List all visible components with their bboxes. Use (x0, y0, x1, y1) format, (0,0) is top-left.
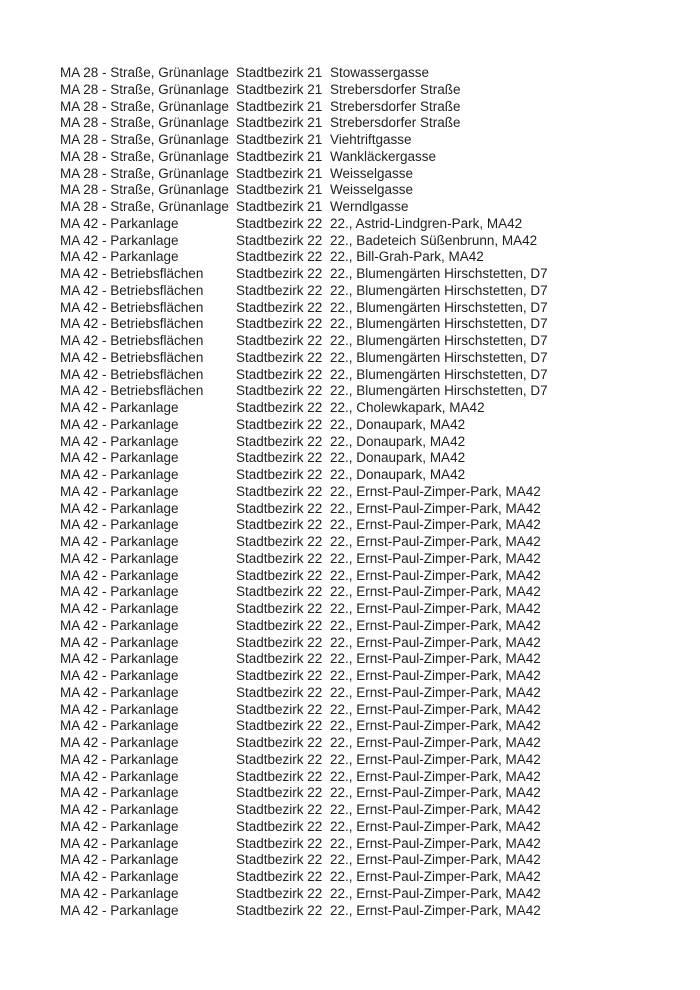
department-cell: MA 42 - Parkanlage (60, 617, 179, 633)
district-cell: Stadtbezirk 21 (236, 98, 323, 114)
district-cell: Stadtbezirk 22 (236, 818, 323, 834)
location-cell: 22., Blumengärten Hirschstetten, D7 (330, 282, 548, 298)
district-cell: Stadtbezirk 21 (236, 81, 323, 97)
table-row (60, 484, 548, 501)
table-row (60, 316, 548, 333)
table-row (60, 65, 548, 82)
location-cell: 22., Blumengärten Hirschstetten, D7 (330, 333, 548, 348)
department-cell: MA 42 - Parkanlage (60, 567, 179, 583)
district-cell: Stadtbezirk 22 (236, 249, 323, 265)
department-cell: MA 42 - Betriebsflächen (60, 282, 204, 298)
department-cell: MA 42 - Parkanlage (60, 768, 179, 784)
department-cell: MA 42 - Parkanlage (60, 416, 179, 432)
table-row (60, 785, 548, 802)
table-row (60, 517, 548, 534)
department-cell: MA 42 - Parkanlage (60, 751, 179, 767)
table-row (60, 249, 548, 266)
table-row (60, 534, 548, 551)
department-cell: MA 42 - Parkanlage (60, 818, 179, 834)
department-cell: MA 42 - Parkanlage (60, 902, 179, 918)
district-cell: Stadtbezirk 22 (236, 416, 323, 432)
district-cell: Stadtbezirk 21 (236, 132, 323, 147)
table-row (60, 752, 548, 769)
department-cell: MA 42 - Parkanlage (60, 651, 179, 667)
location-cell: 22., Ernst-Paul-Zimper-Park, MA42 (330, 567, 541, 583)
district-cell: Stadtbezirk 22 (236, 517, 323, 533)
location-cell: 22., Ernst-Paul-Zimper-Park, MA42 (330, 785, 541, 801)
table-row (60, 233, 548, 250)
department-cell: MA 42 - Parkanlage (60, 735, 179, 750)
table-row (60, 735, 548, 752)
table-row (60, 182, 548, 199)
district-cell: Stadtbezirk 21 (236, 65, 323, 80)
district-cell: Stadtbezirk 22 (236, 366, 323, 382)
district-cell: Stadtbezirk 22 (236, 550, 323, 566)
location-cell: 22., Ernst-Paul-Zimper-Park, MA42 (330, 684, 541, 700)
table-row (60, 283, 548, 300)
location-cell: 22., Ernst-Paul-Zimper-Park, MA42 (330, 735, 541, 750)
location-cell: 22., Ernst-Paul-Zimper-Park, MA42 (330, 584, 541, 600)
district-cell: Stadtbezirk 22 (236, 869, 323, 884)
location-cell: 22., Ernst-Paul-Zimper-Park, MA42 (330, 651, 541, 667)
table-row (60, 216, 548, 233)
department-cell: MA 42 - Parkanlage (60, 450, 179, 466)
table-row (60, 802, 548, 819)
facility-table (60, 65, 548, 919)
location-cell: 22., Ernst-Paul-Zimper-Park, MA42 (330, 517, 541, 533)
table-row (60, 702, 548, 719)
department-cell: MA 42 - Parkanlage (60, 483, 179, 499)
department-cell: MA 42 - Betriebsflächen (60, 316, 204, 332)
district-cell: Stadtbezirk 22 (236, 718, 323, 734)
table-row (60, 668, 548, 685)
district-cell: Stadtbezirk 22 (236, 785, 323, 801)
table-row (60, 903, 548, 920)
district-cell: Stadtbezirk 22 (236, 467, 323, 482)
department-cell: MA 28 - Straße, Grünanlage (60, 148, 229, 164)
district-cell: Stadtbezirk 22 (236, 232, 323, 248)
location-cell: Strebersdorfer Straße (330, 81, 461, 97)
department-cell: MA 42 - Parkanlage (60, 550, 179, 566)
department-cell: MA 42 - Parkanlage (60, 584, 179, 600)
district-cell: Stadtbezirk 22 (236, 534, 323, 549)
table-row (60, 82, 548, 99)
department-cell: MA 42 - Parkanlage (60, 701, 179, 717)
department-cell: MA 42 - Betriebsflächen (60, 266, 204, 281)
table-row (60, 300, 548, 317)
department-cell: MA 42 - Parkanlage (60, 534, 179, 549)
department-cell: MA 28 - Straße, Grünanlage (60, 115, 229, 131)
department-cell: MA 42 - Parkanlage (60, 684, 179, 700)
district-cell: Stadtbezirk 22 (236, 282, 323, 298)
location-cell: 22., Ernst-Paul-Zimper-Park, MA42 (330, 550, 541, 566)
district-cell: Stadtbezirk 22 (236, 266, 323, 281)
district-cell: Stadtbezirk 22 (236, 349, 323, 365)
district-cell: Stadtbezirk 22 (236, 450, 323, 466)
district-cell: Stadtbezirk 21 (236, 148, 323, 164)
department-cell: MA 42 - Betriebsflächen (60, 383, 204, 399)
table-row (60, 383, 548, 400)
table-row (60, 568, 548, 585)
table-row (60, 99, 548, 116)
district-cell: Stadtbezirk 22 (236, 400, 323, 415)
location-cell: 22., Ernst-Paul-Zimper-Park, MA42 (330, 818, 541, 834)
location-cell: 22., Blumengärten Hirschstetten, D7 (330, 266, 548, 281)
department-cell: MA 42 - Betriebsflächen (60, 333, 204, 348)
table-row (60, 149, 548, 166)
table-row (60, 635, 548, 652)
district-cell: Stadtbezirk 22 (236, 567, 323, 583)
table-row (60, 584, 548, 601)
district-cell: Stadtbezirk 22 (236, 852, 323, 868)
table-row (60, 852, 548, 869)
location-cell: Weisselgasse (330, 165, 414, 181)
table-row (60, 618, 548, 635)
department-cell: MA 28 - Straße, Grünanlage (60, 132, 229, 147)
location-cell: 22., Ernst-Paul-Zimper-Park, MA42 (330, 852, 541, 868)
location-cell: 22., Blumengärten Hirschstetten, D7 (330, 383, 548, 399)
location-cell: 22., Ernst-Paul-Zimper-Park, MA42 (330, 483, 541, 499)
table-row (60, 199, 548, 216)
district-cell: Stadtbezirk 22 (236, 802, 323, 817)
district-cell: Stadtbezirk 22 (236, 215, 323, 231)
district-cell: Stadtbezirk 22 (236, 835, 323, 851)
district-cell: Stadtbezirk 22 (236, 751, 323, 767)
district-cell: Stadtbezirk 22 (236, 433, 323, 449)
district-cell: Stadtbezirk 22 (236, 885, 323, 901)
location-cell: Wankläckergasse (330, 148, 437, 164)
department-cell: MA 28 - Straße, Grünanlage (60, 199, 229, 214)
location-cell: 22., Ernst-Paul-Zimper-Park, MA42 (330, 802, 541, 817)
location-cell: 22., Ernst-Paul-Zimper-Park, MA42 (330, 751, 541, 767)
department-cell: MA 42 - Parkanlage (60, 869, 179, 884)
table-row (60, 333, 548, 350)
department-cell: MA 42 - Parkanlage (60, 400, 179, 415)
table-row (60, 718, 548, 735)
location-cell: 22., Ernst-Paul-Zimper-Park, MA42 (330, 634, 541, 650)
table-row (60, 651, 548, 668)
location-cell: 22., Ernst-Paul-Zimper-Park, MA42 (330, 500, 541, 516)
location-cell: 22., Badeteich Süßenbrunn, MA42 (330, 232, 538, 248)
table-row (60, 836, 548, 853)
location-cell: 22., Ernst-Paul-Zimper-Park, MA42 (330, 718, 541, 734)
table-row (60, 551, 548, 568)
district-cell: Stadtbezirk 22 (236, 601, 323, 616)
department-cell: MA 42 - Betriebsflächen (60, 299, 204, 315)
location-cell: 22., Ernst-Paul-Zimper-Park, MA42 (330, 902, 541, 918)
district-cell: Stadtbezirk 21 (236, 182, 323, 198)
table-row (60, 115, 548, 132)
location-cell: 22., Ernst-Paul-Zimper-Park, MA42 (330, 534, 541, 549)
department-cell: MA 28 - Straße, Grünanlage (60, 81, 229, 97)
location-cell: Werndlgasse (330, 199, 409, 214)
department-cell: MA 42 - Parkanlage (60, 668, 179, 683)
location-cell: 22., Ernst-Paul-Zimper-Park, MA42 (330, 668, 541, 683)
location-cell: Strebersdorfer Straße (330, 115, 461, 131)
location-cell: 22., Ernst-Paul-Zimper-Park, MA42 (330, 869, 541, 884)
department-cell: MA 42 - Parkanlage (60, 433, 179, 449)
table-row (60, 132, 548, 149)
location-cell: 22., Astrid-Lindgren-Park, MA42 (330, 215, 523, 231)
department-cell: MA 28 - Straße, Grünanlage (60, 65, 229, 80)
location-cell: Weisselgasse (330, 182, 414, 198)
district-cell: Stadtbezirk 22 (236, 500, 323, 516)
location-cell: 22., Bill-Grah-Park, MA42 (330, 249, 484, 265)
table-row (60, 869, 548, 886)
district-cell: Stadtbezirk 22 (236, 333, 323, 348)
table-row (60, 450, 548, 467)
table-row (60, 819, 548, 836)
location-cell: 22., Donaupark, MA42 (330, 467, 466, 482)
department-cell: MA 42 - Parkanlage (60, 634, 179, 650)
table-row (60, 467, 548, 484)
table-row (60, 501, 548, 518)
location-cell: 22., Ernst-Paul-Zimper-Park, MA42 (330, 768, 541, 784)
department-cell: MA 42 - Parkanlage (60, 249, 179, 265)
location-cell: 22., Blumengärten Hirschstetten, D7 (330, 316, 548, 332)
district-cell: Stadtbezirk 21 (236, 199, 323, 214)
district-cell: Stadtbezirk 22 (236, 483, 323, 499)
department-cell: MA 42 - Parkanlage (60, 785, 179, 801)
table-row (60, 266, 548, 283)
district-cell: Stadtbezirk 22 (236, 668, 323, 683)
department-cell: MA 42 - Parkanlage (60, 718, 179, 734)
district-cell: Stadtbezirk 22 (236, 584, 323, 600)
table-row (60, 400, 548, 417)
location-cell: 22., Ernst-Paul-Zimper-Park, MA42 (330, 617, 541, 633)
location-cell: 22., Blumengärten Hirschstetten, D7 (330, 349, 548, 365)
district-cell: Stadtbezirk 22 (236, 902, 323, 918)
location-cell: 22., Ernst-Paul-Zimper-Park, MA42 (330, 701, 541, 717)
department-cell: MA 28 - Straße, Grünanlage (60, 98, 229, 114)
district-cell: Stadtbezirk 22 (236, 316, 323, 332)
department-cell: MA 42 - Parkanlage (60, 852, 179, 868)
department-cell: MA 42 - Parkanlage (60, 215, 179, 231)
department-cell: MA 42 - Betriebsflächen (60, 366, 204, 382)
table-row (60, 601, 548, 618)
table-row (60, 685, 548, 702)
district-cell: Stadtbezirk 22 (236, 768, 323, 784)
location-cell: 22., Donaupark, MA42 (330, 433, 466, 449)
department-cell: MA 42 - Parkanlage (60, 802, 179, 817)
district-cell: Stadtbezirk 21 (236, 115, 323, 131)
table-row (60, 350, 548, 367)
district-cell: Stadtbezirk 22 (236, 299, 323, 315)
location-cell: Viehtriftgasse (330, 132, 412, 147)
table-row (60, 166, 548, 183)
location-cell: 22., Ernst-Paul-Zimper-Park, MA42 (330, 835, 541, 851)
location-cell: 22., Ernst-Paul-Zimper-Park, MA42 (330, 885, 541, 901)
district-cell: Stadtbezirk 22 (236, 701, 323, 717)
department-cell: MA 42 - Parkanlage (60, 232, 179, 248)
location-cell: Stowassergasse (330, 65, 430, 80)
department-cell: MA 42 - Parkanlage (60, 500, 179, 516)
location-cell: 22., Blumengärten Hirschstetten, D7 (330, 299, 548, 315)
department-cell: MA 28 - Straße, Grünanlage (60, 182, 229, 198)
location-cell: 22., Cholewkapark, MA42 (330, 400, 485, 415)
district-cell: Stadtbezirk 22 (236, 383, 323, 399)
location-cell: 22., Donaupark, MA42 (330, 450, 466, 466)
district-cell: Stadtbezirk 22 (236, 684, 323, 700)
department-cell: MA 28 - Straße, Grünanlage (60, 165, 229, 181)
district-cell: Stadtbezirk 22 (236, 634, 323, 650)
district-cell: Stadtbezirk 21 (236, 165, 323, 181)
table-row (60, 886, 548, 903)
table-row (60, 434, 548, 451)
district-cell: Stadtbezirk 22 (236, 617, 323, 633)
district-cell: Stadtbezirk 22 (236, 651, 323, 667)
department-cell: MA 42 - Parkanlage (60, 885, 179, 901)
department-cell: MA 42 - Parkanlage (60, 517, 179, 533)
location-cell: 22., Ernst-Paul-Zimper-Park, MA42 (330, 601, 541, 616)
table-row (60, 367, 548, 384)
location-cell: 22., Donaupark, MA42 (330, 416, 466, 432)
table-row (60, 769, 548, 786)
department-cell: MA 42 - Parkanlage (60, 467, 179, 482)
location-cell: 22., Blumengärten Hirschstetten, D7 (330, 366, 548, 382)
department-cell: MA 42 - Betriebsflächen (60, 349, 204, 365)
department-cell: MA 42 - Parkanlage (60, 601, 179, 616)
department-cell: MA 42 - Parkanlage (60, 835, 179, 851)
location-cell: Strebersdorfer Straße (330, 98, 461, 114)
table-row (60, 417, 548, 434)
district-cell: Stadtbezirk 22 (236, 735, 323, 750)
